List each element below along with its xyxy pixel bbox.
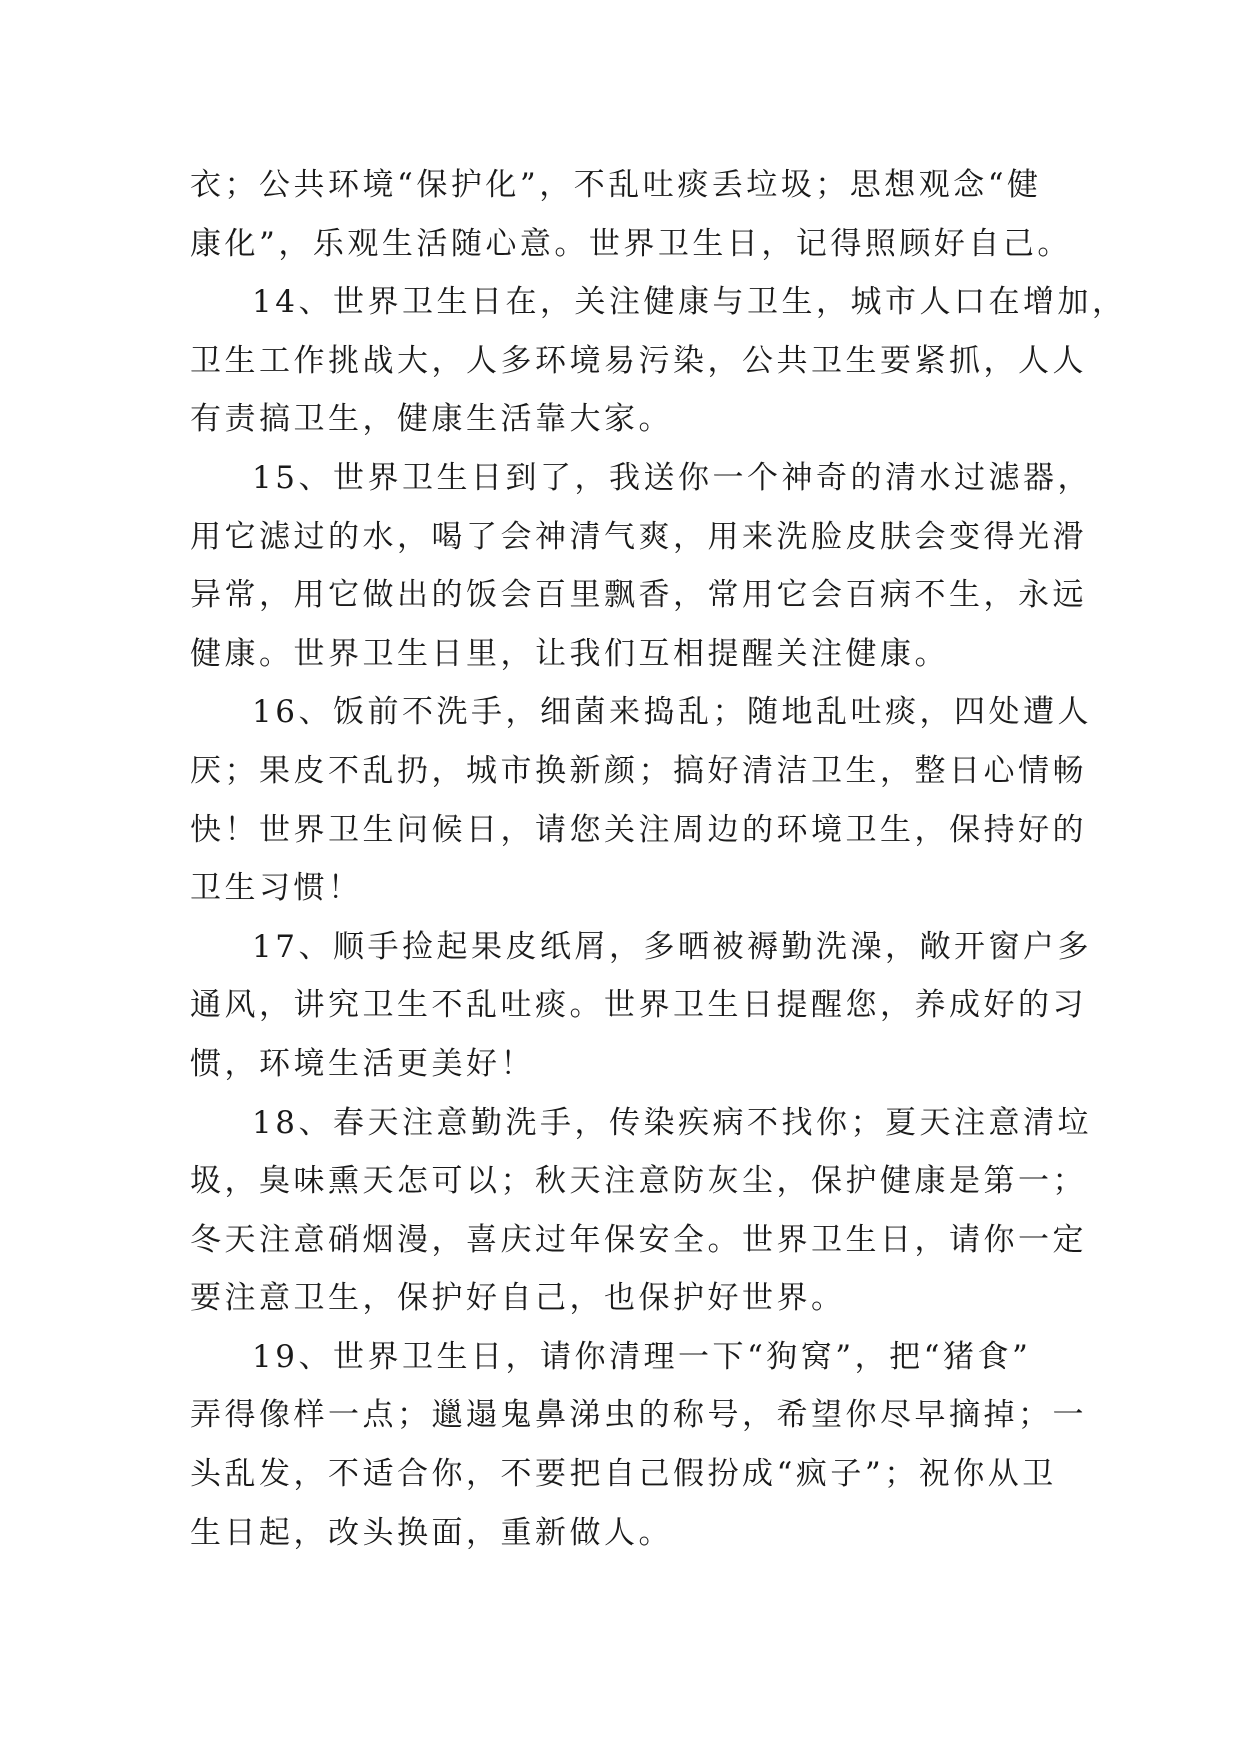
paragraph-16 — [190, 683, 1092, 917]
text-line: 弄得像样一点；邋遢鬼鼻涕虫的称号，希望你尽早摘掉；一 — [190, 1397, 1087, 1434]
paragraph-17 — [190, 918, 1092, 1094]
text-line: 冬天注意硝烟漫，喜庆过年保安全。世界卫生日，请你一定 — [190, 1221, 1087, 1258]
text-line: 快！世界卫生问候日，请您关注周边的环境卫生，保持好的 — [190, 811, 1087, 848]
paragraph-18 — [190, 1094, 1092, 1328]
text-line: 要注意卫生，保护好自己，也保护好世界。 — [190, 1280, 846, 1317]
paragraph-19 — [190, 1328, 1087, 1562]
text-line: 有责搞卫生，健康生活靠大家。 — [190, 401, 673, 438]
text-line: 卫生工作挑战大，人多环境易污染，公共卫生要紧抓，人人 — [190, 342, 1087, 379]
text-line: 卫生习惯！ — [190, 870, 363, 907]
text-line: 衣；公共环境“保护化”，不乱吐痰丢垃圾；思想观念“健 — [190, 167, 1042, 203]
text-line: 头乱发，不适合你，不要把自己假扮成“疯子”；祝你从卫 — [190, 1456, 1057, 1493]
text-line: 康化”，乐观生活随心意。世界卫生日，记得照顾好自己。 — [190, 225, 1072, 262]
text-line: 18、春天注意勤洗手，传染疾病不找你；夏天注意清垃 — [252, 1104, 1092, 1141]
document-body — [190, 156, 1127, 1562]
text-line: 惯，环境生活更美好！ — [190, 1045, 535, 1082]
paragraph-14 — [190, 273, 1127, 449]
text-line: 16、饭前不洗手，细菌来捣乱；随地乱吐痰，四处遭人 — [252, 694, 1092, 731]
text-line: 圾，臭味熏天怎可以；秋天注意防灰尘，保护健康是第一； — [190, 1163, 1087, 1200]
paragraph-15 — [190, 449, 1092, 683]
text-line: 17、顺手捡起果皮纸屑，多晒被褥勤洗澡，敞开窗户多 — [252, 928, 1092, 965]
text-line: 15、世界卫生日到了，我送你一个神奇的清水过滤器， — [252, 459, 1092, 496]
text-line: 通风，讲究卫生不乱吐痰。世界卫生日提醒您，养成好的习 — [190, 987, 1087, 1024]
text-line: 厌；果皮不乱扔，城市换新颜；搞好清洁卫生，整日心情畅 — [190, 752, 1087, 789]
text-line: 生日起，改头换面，重新做人。 — [190, 1514, 673, 1551]
text-line: 14、世界卫生日在，关注健康与卫生，城市人口在增加， — [252, 284, 1127, 321]
text-line: 用它滤过的水，喝了会神清气爽，用来洗脸皮肤会变得光滑 — [190, 518, 1087, 555]
text-line: 19、世界卫生日，请你清理一下“狗窝”，把“猪食” — [252, 1338, 1032, 1375]
paragraph-13-continued — [190, 156, 1072, 273]
text-line: 异常，用它做出的饭会百里飘香，常用它会百病不生，永远 — [190, 577, 1087, 614]
text-line: 健康。世界卫生日里，让我们互相提醒关注健康。 — [190, 635, 949, 672]
